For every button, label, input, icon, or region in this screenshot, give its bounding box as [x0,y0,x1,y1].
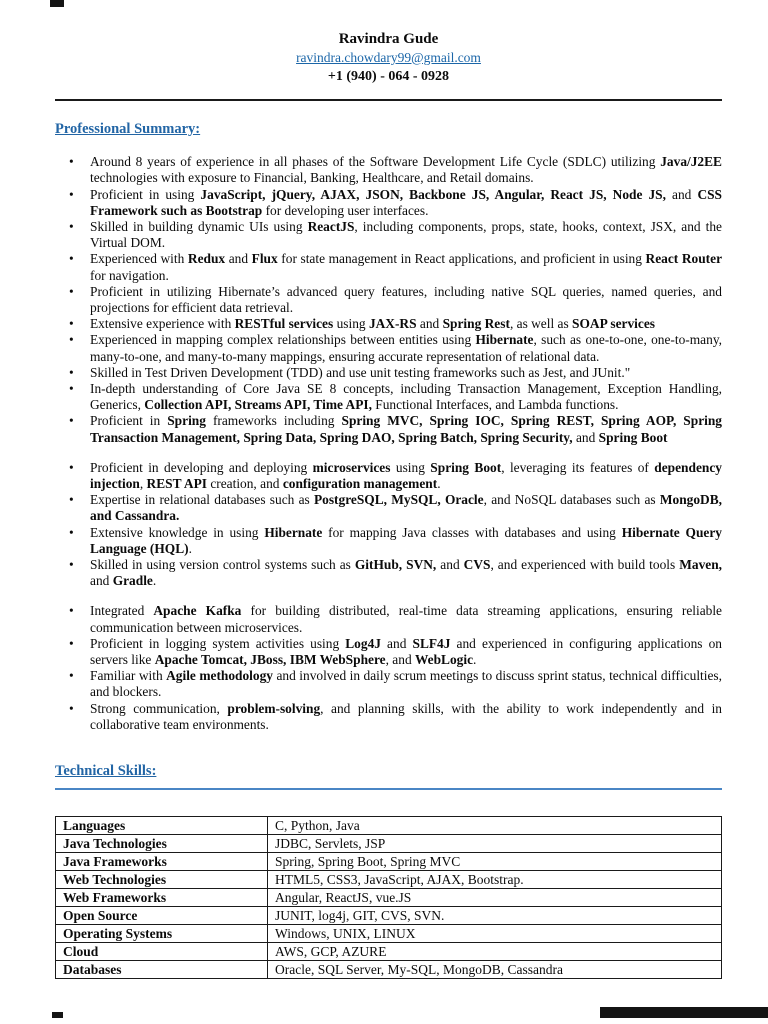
skill-values: Angular, ReactJS, vue.JS [268,889,722,907]
summary-bullet: • Expertise in relational databases such as PostgreSQL, MySQL, Oracle, and NoSQL databases such as MongoDB, and Cassandra. [55,492,722,524]
skill-category: Open Source [56,907,268,925]
email-link[interactable]: ravindra.chowdary99@gmail.com [296,49,481,65]
summary-bullet: • Proficient in developing and deploying microservices using Spring Boot, leveraging its features of dependency injection, REST API creation, and configuration management. [55,460,722,492]
skills-table-row [56,907,722,925]
skills-table-row [56,835,722,853]
skill-values: Windows, UNIX, LINUX [268,925,722,943]
skill-category: Cloud [56,943,268,961]
skill-category: Databases [56,961,268,979]
summary-bullet: • Strong communication, problem-solving, and planning skills, with the ability to work independently and in collaborative team environments. [55,701,722,733]
skills-table-row [56,817,722,835]
summary-groups [55,154,722,733]
summary-bullet: • Skilled in building dynamic UIs using ReactJS, including components, props, state, hooks, context, JSX, and the Virtual DOM. [55,219,722,251]
skill-category: Web Frameworks [56,889,268,907]
summary-bullet: • Proficient in using JavaScript, jQuery, AJAX, JSON, Backbone JS, Angular, React JS, Node JS, and CSS Framework such as Bootstrap for developing user interfaces. [55,187,722,219]
bullet-group [55,603,722,733]
skill-category: Java Frameworks [56,853,268,871]
skills-table-row [56,943,722,961]
summary-bullet: • Around 8 years of experience in all phases of the Software Development Life Cycle (SDLC) utilizing Java/J2EE technologies with exposure to Financial, Banking, Healthcare, and Retail domains. [55,154,722,186]
summary-bullet: • Skilled in using version control systems such as GitHub, SVN, and CVS, and experienced with build tools Maven, and Gradle. [55,557,722,589]
scan-artifact-bottom-left [52,1012,63,1018]
summary-bullet: • Integrated Apache Kafka for building distributed, real-time data streaming applications, ensuring reliable communication between microservices. [55,603,722,635]
skill-values: JUNIT, log4j, GIT, CVS, SVN. [268,907,722,925]
skill-values: AWS, GCP, AZURE [268,943,722,961]
resume-header [55,30,722,85]
skills-section [55,763,722,979]
skills-table-row [56,871,722,889]
header-divider [55,99,722,101]
summary-section-title: Professional Summary: [55,121,201,138]
phone-number: +1 (940) - 064 - 0928 [327,68,450,84]
skills-section-divider [55,788,722,790]
skill-category: Operating Systems [56,925,268,943]
skill-values: JDBC, Servlets, JSP [268,835,722,853]
skills-table-row [56,961,722,979]
skills-table-row [56,925,722,943]
scan-artifact-top-left [50,0,64,7]
skill-category: Web Technologies [56,871,268,889]
skills-table-row [56,889,722,907]
bullet-group [55,460,722,590]
skills-table-body [56,817,722,979]
skills-section-title: Technical Skills: [55,763,157,780]
skills-table [55,816,722,979]
summary-bullet: • In-depth understanding of Core Java SE 8 concepts, including Transaction Management, Exception Handling, Generics, Collection API, Streams API, Time API, Functional Interfaces, and Lambda functions. [55,381,722,413]
skill-category: Languages [56,817,268,835]
skill-category: Java Technologies [56,835,268,853]
summary-bullet: • Extensive knowledge in using Hibernate for mapping Java classes with databases and using Hibernate Query Language (HQL). [55,525,722,557]
summary-bullet: • Experienced with Redux and Flux for state management in React applications, and proficient in using React Router for navigation. [55,251,722,283]
summary-section [55,121,722,733]
summary-bullet: • Skilled in Test Driven Development (TDD) and use unit testing frameworks such as Jest, and JUnit." [55,365,722,381]
summary-bullet: • Proficient in Spring frameworks including Spring MVC, Spring IOC, Spring REST, Spring AOP, Spring Transaction Management, Spring Data, Spring DAO, Spring Batch, Spring Security, and Spring Boot [55,413,722,445]
skill-values: Spring, Spring Boot, Spring MVC [268,853,722,871]
summary-bullet: • Experienced in mapping complex relationships between entities using Hibernate, such as one-to-one, one-to-many, many-to-one, and many-to-many mappings, ensuring accurate representation of relational data. [55,332,722,364]
skill-values: Oracle, SQL Server, My-SQL, MongoDB, Cassandra [268,961,722,979]
summary-bullet: • Proficient in logging system activities using Log4J and SLF4J and experienced in configuring applications on servers like Apache Tomcat, JBoss, IBM WebSphere, and WebLogic. [55,636,722,668]
email-line [55,50,722,67]
scan-artifact-bottom-right [600,1007,768,1018]
skill-values: C, Python, Java [268,817,722,835]
summary-bullet: • Extensive experience with RESTful services using JAX-RS and Spring Rest, as well as SOAP services [55,316,722,332]
skills-table-row [56,853,722,871]
summary-bullet: • Familiar with Agile methodology and involved in daily scrum meetings to discuss sprint status, technical difficulties, and blockers. [55,668,722,700]
author-name: Ravindra Gude [338,31,439,47]
bullet-group [55,154,722,446]
skill-values: HTML5, CSS3, JavaScript, AJAX, Bootstrap. [268,871,722,889]
summary-bullet: • Proficient in utilizing Hibernate’s advanced query features, including native SQL queries, named queries, and projections for efficient data retrieval. [55,284,722,316]
